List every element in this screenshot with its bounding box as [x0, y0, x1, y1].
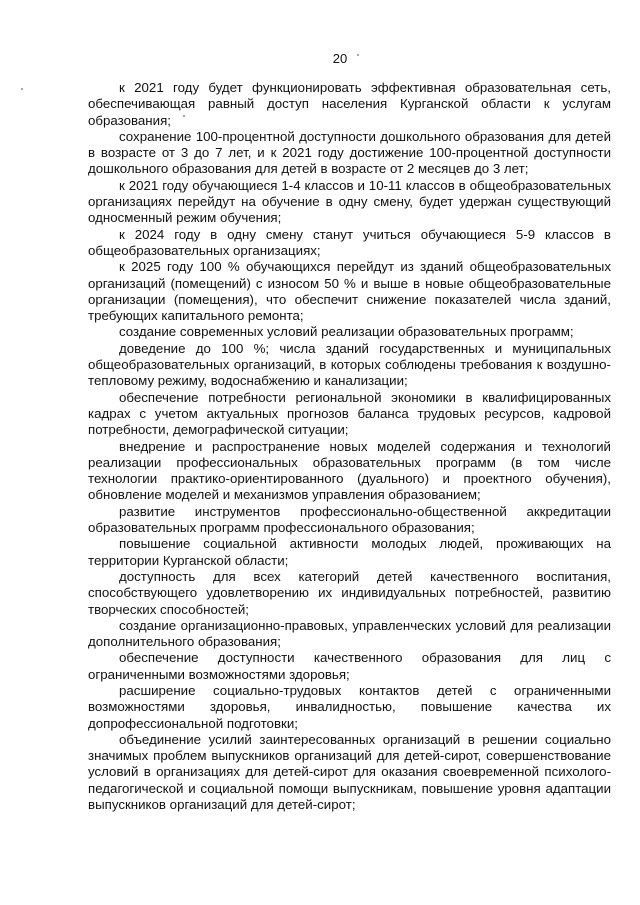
paragraph: создание современных условий реализации образовательных программ; [119, 324, 574, 340]
scan-speck [21, 88, 23, 90]
paragraph: повышение социальной активности молодых людей, проживающих на территории Курганской области; [88, 536, 611, 568]
paragraph: к 2021 году будет функционировать эффективная образовательная сеть, обеспечивающая равный доступ населения Курганской области к услугам образования; [88, 80, 611, 128]
paragraph: сохранение 100-процентной доступности дошкольного образования для детей в возрасте от 3 до 7 лет, и к 2021 году достижение 100-процентной доступности дошкольного образования для детей в возрасте от 2 месяцев до 3 лет; [88, 128, 611, 177]
paragraph: обеспечение потребности региональной экономики в квалифицированных кадрах с учетом актуальных прогнозов баланса трудовых ресурсов, кадровой потребности, демографической ситуации; [88, 389, 611, 438]
paragraph: к 2024 году в одну смену станут учиться обучающиеся 5-9 классов в общеобразовательных организациях; [88, 226, 611, 258]
paragraph: обеспечение доступности качественного образования для лиц с ограниченными возможностями здоровья; [88, 650, 611, 682]
paragraph: доведение до 100 %; числа зданий государственных и муниципальных общеобразовательных организаций, в которых соблюдены требования к воздушно-тепловому режиму, водоснабжению и канализации; [88, 340, 611, 389]
paragraph: внедрение и распространение новых моделей содержания и технологий реализации профессиональных образовательных программ (в том числе технологии практико-ориентированного (дуального) и проектного обучения), обновление моделей и механизмов управления образованием; [88, 438, 611, 503]
document-body [88, 80, 611, 813]
paragraph: развитие инструментов профессионально-общественной аккредитации образовательных программ профессионального образования; [88, 503, 611, 536]
paragraph: расширение социально-трудовых контактов детей с ограниченными возможностями здоровья, инвалидностью, повышение качества их допрофессиональной подготовки; [88, 682, 611, 731]
paragraph: доступность для всех категорий детей качественного воспитания, способствующего удовлетворению их индивидуальных потребностей, развитию творческих способностей; [88, 568, 611, 617]
paragraph: создание организационно-правовых, управленческих условий для реализации дополнительного образования; [88, 617, 611, 650]
paragraph: к 2021 году обучающиеся 1-4 классов и 10-11 классов в общеобразовательных организациях перейдут на обучение в одну смену, будет удержан существующий односменный режим обучения; [88, 177, 611, 226]
scan-speck [357, 54, 359, 56]
paragraph: к 2025 году 100 % обучающихся перейдут из зданий общеобразовательных организаций (помещений) с износом 50 % и выше в новые общеобразовательные организации (помещения), что обеспечит снижение показателей числа зданий, требующих капитального ремонта; [88, 259, 611, 324]
paragraph: объединение усилий заинтересованных организаций в решении социально значимых проблем выпускников организаций для детей-сирот, совершенствование условий в организациях для детей-сирот для оказания своевременной психолого-педагогической и социальной помощи выпускникам, повышение уровня адаптации выпускников организаций для детей-сирот; [88, 731, 611, 813]
page-number: 20 [332, 51, 348, 66]
